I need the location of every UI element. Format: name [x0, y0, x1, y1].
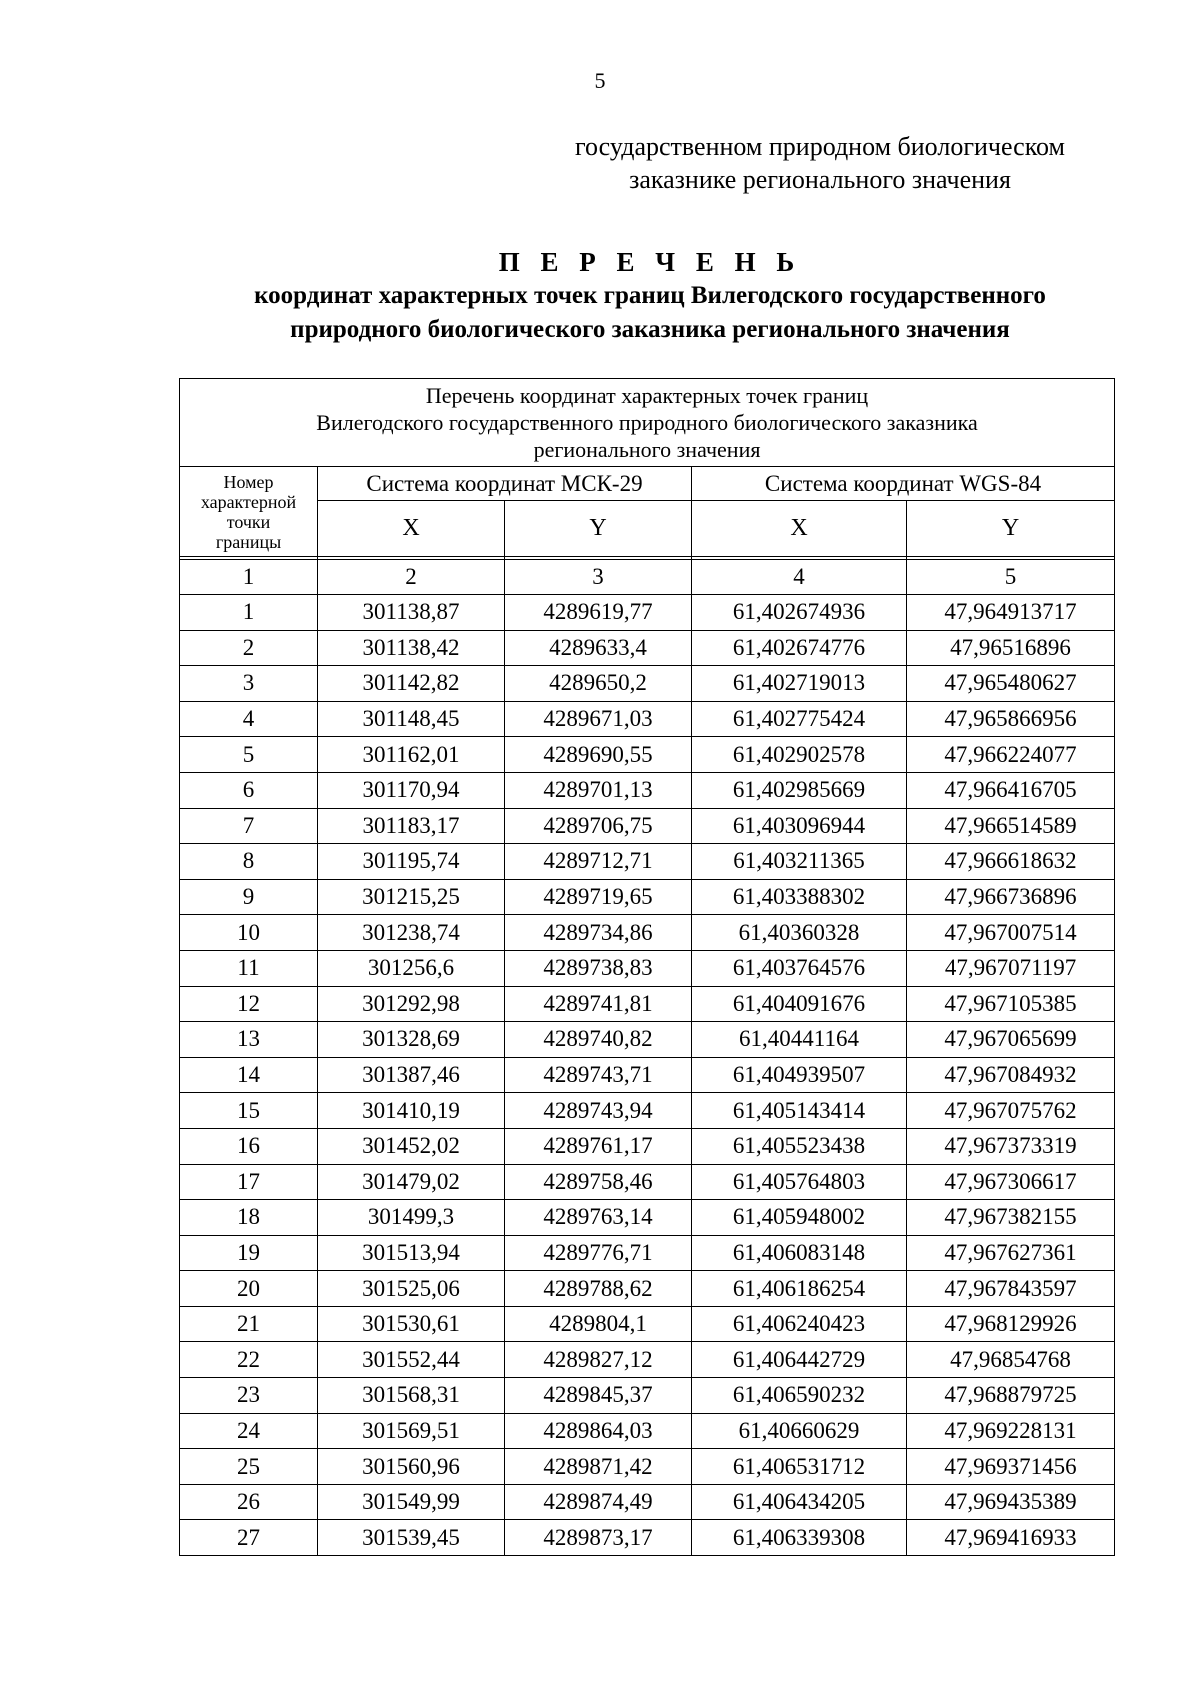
msk29-y-cell: 4289743,71 — [505, 1057, 692, 1093]
wgs84-x-cell: 61,405143414 — [692, 1093, 907, 1129]
msk29-x-cell: 301138,42 — [318, 630, 505, 666]
wgs84-x-cell: 61,40360328 — [692, 915, 907, 951]
table-body — [180, 595, 1115, 1556]
table-row — [180, 1520, 1115, 1556]
wgs84-x-cell: 61,406590232 — [692, 1378, 907, 1414]
msk29-y-cell: 4289671,03 — [505, 701, 692, 737]
msk29-y-cell: 4289690,55 — [505, 737, 692, 773]
point-number-cell: 22 — [180, 1342, 318, 1378]
wgs84-x-cell: 61,404939507 — [692, 1057, 907, 1093]
msk29-x-cell: 301148,45 — [318, 701, 505, 737]
wgs84-y-cell: 47,965866956 — [907, 701, 1115, 737]
column-index: 2 — [318, 560, 505, 595]
wgs84-x-cell: 61,402902578 — [692, 737, 907, 773]
msk29-y-cell: 4289776,71 — [505, 1235, 692, 1271]
table-row — [180, 915, 1115, 951]
title-line-1: координат характерных точек границ Вилегодского государственного — [254, 282, 1046, 309]
wgs84-x-cell: 61,403764576 — [692, 950, 907, 986]
msk29-x-cell: 301539,45 — [318, 1520, 505, 1556]
wgs84-y-cell: 47,966514589 — [907, 808, 1115, 844]
table-row — [180, 1413, 1115, 1449]
table-row — [180, 666, 1115, 702]
table-row — [180, 1484, 1115, 1520]
point-number-cell: 15 — [180, 1093, 318, 1129]
msk29-x-header: X — [318, 501, 505, 557]
title-word: П Е Р Е Ч Е Н Ь — [498, 247, 802, 277]
column-index: 5 — [907, 560, 1115, 595]
point-number-cell: 4 — [180, 701, 318, 737]
heading-continuation — [520, 130, 1120, 196]
point-number-cell: 8 — [180, 844, 318, 880]
wgs84-x-cell: 61,40441164 — [692, 1022, 907, 1058]
column-index-row — [180, 560, 1115, 595]
point-header-line: Номер — [223, 471, 274, 492]
wgs84-x-cell: 61,406531712 — [692, 1449, 907, 1485]
wgs84-y-cell: 47,967373319 — [907, 1128, 1115, 1164]
msk29-y-cell: 4289873,17 — [505, 1520, 692, 1556]
msk29-x-cell: 301549,99 — [318, 1484, 505, 1520]
point-number-cell: 9 — [180, 879, 318, 915]
wgs84-y-cell: 47,967382155 — [907, 1200, 1115, 1236]
wgs84-y-cell: 47,967007514 — [907, 915, 1115, 951]
point-number-cell: 1 — [180, 595, 318, 631]
msk29-y-cell: 4289788,62 — [505, 1271, 692, 1307]
point-number-cell: 3 — [180, 666, 318, 702]
msk29-y-cell: 4289740,82 — [505, 1022, 692, 1058]
msk29-x-cell: 301560,96 — [318, 1449, 505, 1485]
point-number-cell: 20 — [180, 1271, 318, 1307]
table-row — [180, 1271, 1115, 1307]
table-row — [180, 1093, 1115, 1129]
msk29-y-cell: 4289763,14 — [505, 1200, 692, 1236]
wgs84-x-cell: 61,405523438 — [692, 1128, 907, 1164]
page-number: 5 — [594, 68, 606, 93]
wgs84-y-cell: 47,967065699 — [907, 1022, 1115, 1058]
wgs84-x-cell: 61,402674776 — [692, 630, 907, 666]
point-number-cell: 25 — [180, 1449, 318, 1485]
msk29-y-cell: 4289871,42 — [505, 1449, 692, 1485]
wgs84-y-cell: 47,969416933 — [907, 1520, 1115, 1556]
msk29-x-cell: 301452,02 — [318, 1128, 505, 1164]
wgs84-x-cell: 61,402719013 — [692, 666, 907, 702]
wgs84-x-cell: 61,406083148 — [692, 1235, 907, 1271]
table-row — [180, 1022, 1115, 1058]
point-number-cell: 16 — [180, 1128, 318, 1164]
msk29-x-cell: 301292,98 — [318, 986, 505, 1022]
wgs84-y-cell: 47,966736896 — [907, 879, 1115, 915]
point-header-line: точки — [226, 511, 271, 532]
table-row — [180, 737, 1115, 773]
msk29-x-cell: 301183,17 — [318, 808, 505, 844]
msk29-y-cell: 4289743,94 — [505, 1093, 692, 1129]
wgs84-x-cell: 61,406339308 — [692, 1520, 907, 1556]
msk29-x-cell: 301569,51 — [318, 1413, 505, 1449]
msk29-x-cell: 301215,25 — [318, 879, 505, 915]
table-row — [180, 1449, 1115, 1485]
msk29-y-cell: 4289734,86 — [505, 915, 692, 951]
wgs84-y-cell: 47,969371456 — [907, 1449, 1115, 1485]
table-row — [180, 595, 1115, 631]
wgs84-y-cell: 47,967084932 — [907, 1057, 1115, 1093]
wgs84-y-cell: 47,964913717 — [907, 595, 1115, 631]
table-row — [180, 1378, 1115, 1414]
table-row — [180, 701, 1115, 737]
msk29-y-cell: 4289845,37 — [505, 1378, 692, 1414]
point-number-cell: 19 — [180, 1235, 318, 1271]
msk29-x-cell: 301328,69 — [318, 1022, 505, 1058]
msk29-y-cell: 4289738,83 — [505, 950, 692, 986]
table-caption-line-2: Вилегодского государственного природного биологического заказника — [316, 410, 978, 435]
table-row — [180, 879, 1115, 915]
msk29-y-cell: 4289633,4 — [505, 630, 692, 666]
wgs84-y-header: Y — [907, 501, 1115, 557]
msk29-x-cell: 301142,82 — [318, 666, 505, 702]
point-number-cell: 14 — [180, 1057, 318, 1093]
wgs84-y-cell: 47,966618632 — [907, 844, 1115, 880]
wgs84-system-header: Система координат WGS-84 — [692, 467, 1115, 501]
table-row — [180, 630, 1115, 666]
msk29-y-cell: 4289874,49 — [505, 1484, 692, 1520]
wgs84-y-cell: 47,966416705 — [907, 772, 1115, 808]
point-number-cell: 26 — [180, 1484, 318, 1520]
point-number-cell: 10 — [180, 915, 318, 951]
point-number-cell: 12 — [180, 986, 318, 1022]
point-number-header — [180, 467, 318, 557]
wgs84-x-cell: 61,403388302 — [692, 879, 907, 915]
table-row — [180, 772, 1115, 808]
msk29-y-cell: 4289706,75 — [505, 808, 692, 844]
msk29-x-cell: 301195,74 — [318, 844, 505, 880]
point-header-line: характерной — [200, 491, 297, 512]
table-row — [180, 844, 1115, 880]
wgs84-y-cell: 47,967627361 — [907, 1235, 1115, 1271]
wgs84-x-cell: 61,406434205 — [692, 1484, 907, 1520]
msk29-y-cell: 4289758,46 — [505, 1164, 692, 1200]
msk29-x-cell: 301238,74 — [318, 915, 505, 951]
point-number-cell: 23 — [180, 1378, 318, 1414]
table-row — [180, 1057, 1115, 1093]
wgs84-y-cell: 47,969435389 — [907, 1484, 1115, 1520]
column-index: 4 — [692, 560, 907, 595]
column-index: 3 — [505, 560, 692, 595]
document-title — [120, 245, 1180, 347]
wgs84-y-cell: 47,96854768 — [907, 1342, 1115, 1378]
table-row — [180, 1164, 1115, 1200]
msk29-x-cell: 301525,06 — [318, 1271, 505, 1307]
msk29-y-cell: 4289701,13 — [505, 772, 692, 808]
wgs84-y-cell: 47,967105385 — [907, 986, 1115, 1022]
table-row — [180, 1235, 1115, 1271]
msk29-y-cell: 4289827,12 — [505, 1342, 692, 1378]
msk29-y-cell: 4289804,1 — [505, 1306, 692, 1342]
table-row — [180, 950, 1115, 986]
column-index: 1 — [180, 560, 318, 595]
table-caption — [180, 379, 1115, 467]
msk29-x-cell: 301162,01 — [318, 737, 505, 773]
point-number-cell: 18 — [180, 1200, 318, 1236]
msk29-y-cell: 4289761,17 — [505, 1128, 692, 1164]
point-number-cell: 13 — [180, 1022, 318, 1058]
table-row — [180, 1342, 1115, 1378]
wgs84-x-cell: 61,40660629 — [692, 1413, 907, 1449]
table-row — [180, 1200, 1115, 1236]
msk29-y-cell: 4289650,2 — [505, 666, 692, 702]
wgs84-x-cell: 61,404091676 — [692, 986, 907, 1022]
table-row — [180, 1128, 1115, 1164]
table-row — [180, 808, 1115, 844]
msk29-x-cell: 301170,94 — [318, 772, 505, 808]
heading-line-1: государственном природном биологическом — [575, 132, 1065, 161]
wgs84-y-cell: 47,967075762 — [907, 1093, 1115, 1129]
msk29-x-cell: 301530,61 — [318, 1306, 505, 1342]
heading-line-2: заказнике регионального значения — [629, 165, 1011, 194]
table-caption-line-1: Перечень координат характерных точек границ — [425, 383, 869, 408]
wgs84-y-cell: 47,965480627 — [907, 666, 1115, 702]
point-number-cell: 11 — [180, 950, 318, 986]
title-line-2: природного биологического заказника регионального значения — [290, 316, 1010, 343]
point-number-cell: 24 — [180, 1413, 318, 1449]
msk29-y-header: Y — [505, 501, 692, 557]
wgs84-x-cell: 61,403096944 — [692, 808, 907, 844]
msk29-x-cell: 301513,94 — [318, 1235, 505, 1271]
msk29-x-cell: 301499,3 — [318, 1200, 505, 1236]
wgs84-y-cell: 47,969228131 — [907, 1413, 1115, 1449]
wgs84-y-cell: 47,968129926 — [907, 1306, 1115, 1342]
msk29-y-cell: 4289741,81 — [505, 986, 692, 1022]
point-number-cell: 27 — [180, 1520, 318, 1556]
wgs84-y-cell: 47,967306617 — [907, 1164, 1115, 1200]
msk29-y-cell: 4289864,03 — [505, 1413, 692, 1449]
msk29-x-cell: 301387,46 — [318, 1057, 505, 1093]
wgs84-x-header: X — [692, 501, 907, 557]
table-row — [180, 1306, 1115, 1342]
msk29-x-cell: 301138,87 — [318, 595, 505, 631]
wgs84-x-cell: 61,406186254 — [692, 1271, 907, 1307]
point-number-cell: 2 — [180, 630, 318, 666]
wgs84-x-cell: 61,403211365 — [692, 844, 907, 880]
point-number-cell: 21 — [180, 1306, 318, 1342]
wgs84-y-cell: 47,967843597 — [907, 1271, 1115, 1307]
wgs84-x-cell: 61,405948002 — [692, 1200, 907, 1236]
msk29-x-cell: 301479,02 — [318, 1164, 505, 1200]
msk29-x-cell: 301256,6 — [318, 950, 505, 986]
table-row — [180, 986, 1115, 1022]
table-caption-line-3: регионального значения — [533, 437, 761, 462]
msk29-system-header: Система координат МСК-29 — [318, 467, 692, 501]
msk29-x-cell: 301410,19 — [318, 1093, 505, 1129]
msk29-y-cell: 4289719,65 — [505, 879, 692, 915]
wgs84-x-cell: 61,402775424 — [692, 701, 907, 737]
wgs84-x-cell: 61,406442729 — [692, 1342, 907, 1378]
point-number-cell: 7 — [180, 808, 318, 844]
wgs84-x-cell: 61,402674936 — [692, 595, 907, 631]
wgs84-y-cell: 47,967071197 — [907, 950, 1115, 986]
msk29-x-cell: 301568,31 — [318, 1378, 505, 1414]
coordinates-table — [179, 378, 1115, 1556]
wgs84-x-cell: 61,402985669 — [692, 772, 907, 808]
point-header-line: границы — [215, 531, 282, 552]
wgs84-x-cell: 61,406240423 — [692, 1306, 907, 1342]
point-number-cell: 17 — [180, 1164, 318, 1200]
wgs84-y-cell: 47,968879725 — [907, 1378, 1115, 1414]
msk29-x-cell: 301552,44 — [318, 1342, 505, 1378]
wgs84-y-cell: 47,96516896 — [907, 630, 1115, 666]
msk29-y-cell: 4289619,77 — [505, 595, 692, 631]
msk29-y-cell: 4289712,71 — [505, 844, 692, 880]
point-number-cell: 6 — [180, 772, 318, 808]
point-number-cell: 5 — [180, 737, 318, 773]
wgs84-x-cell: 61,405764803 — [692, 1164, 907, 1200]
wgs84-y-cell: 47,966224077 — [907, 737, 1115, 773]
